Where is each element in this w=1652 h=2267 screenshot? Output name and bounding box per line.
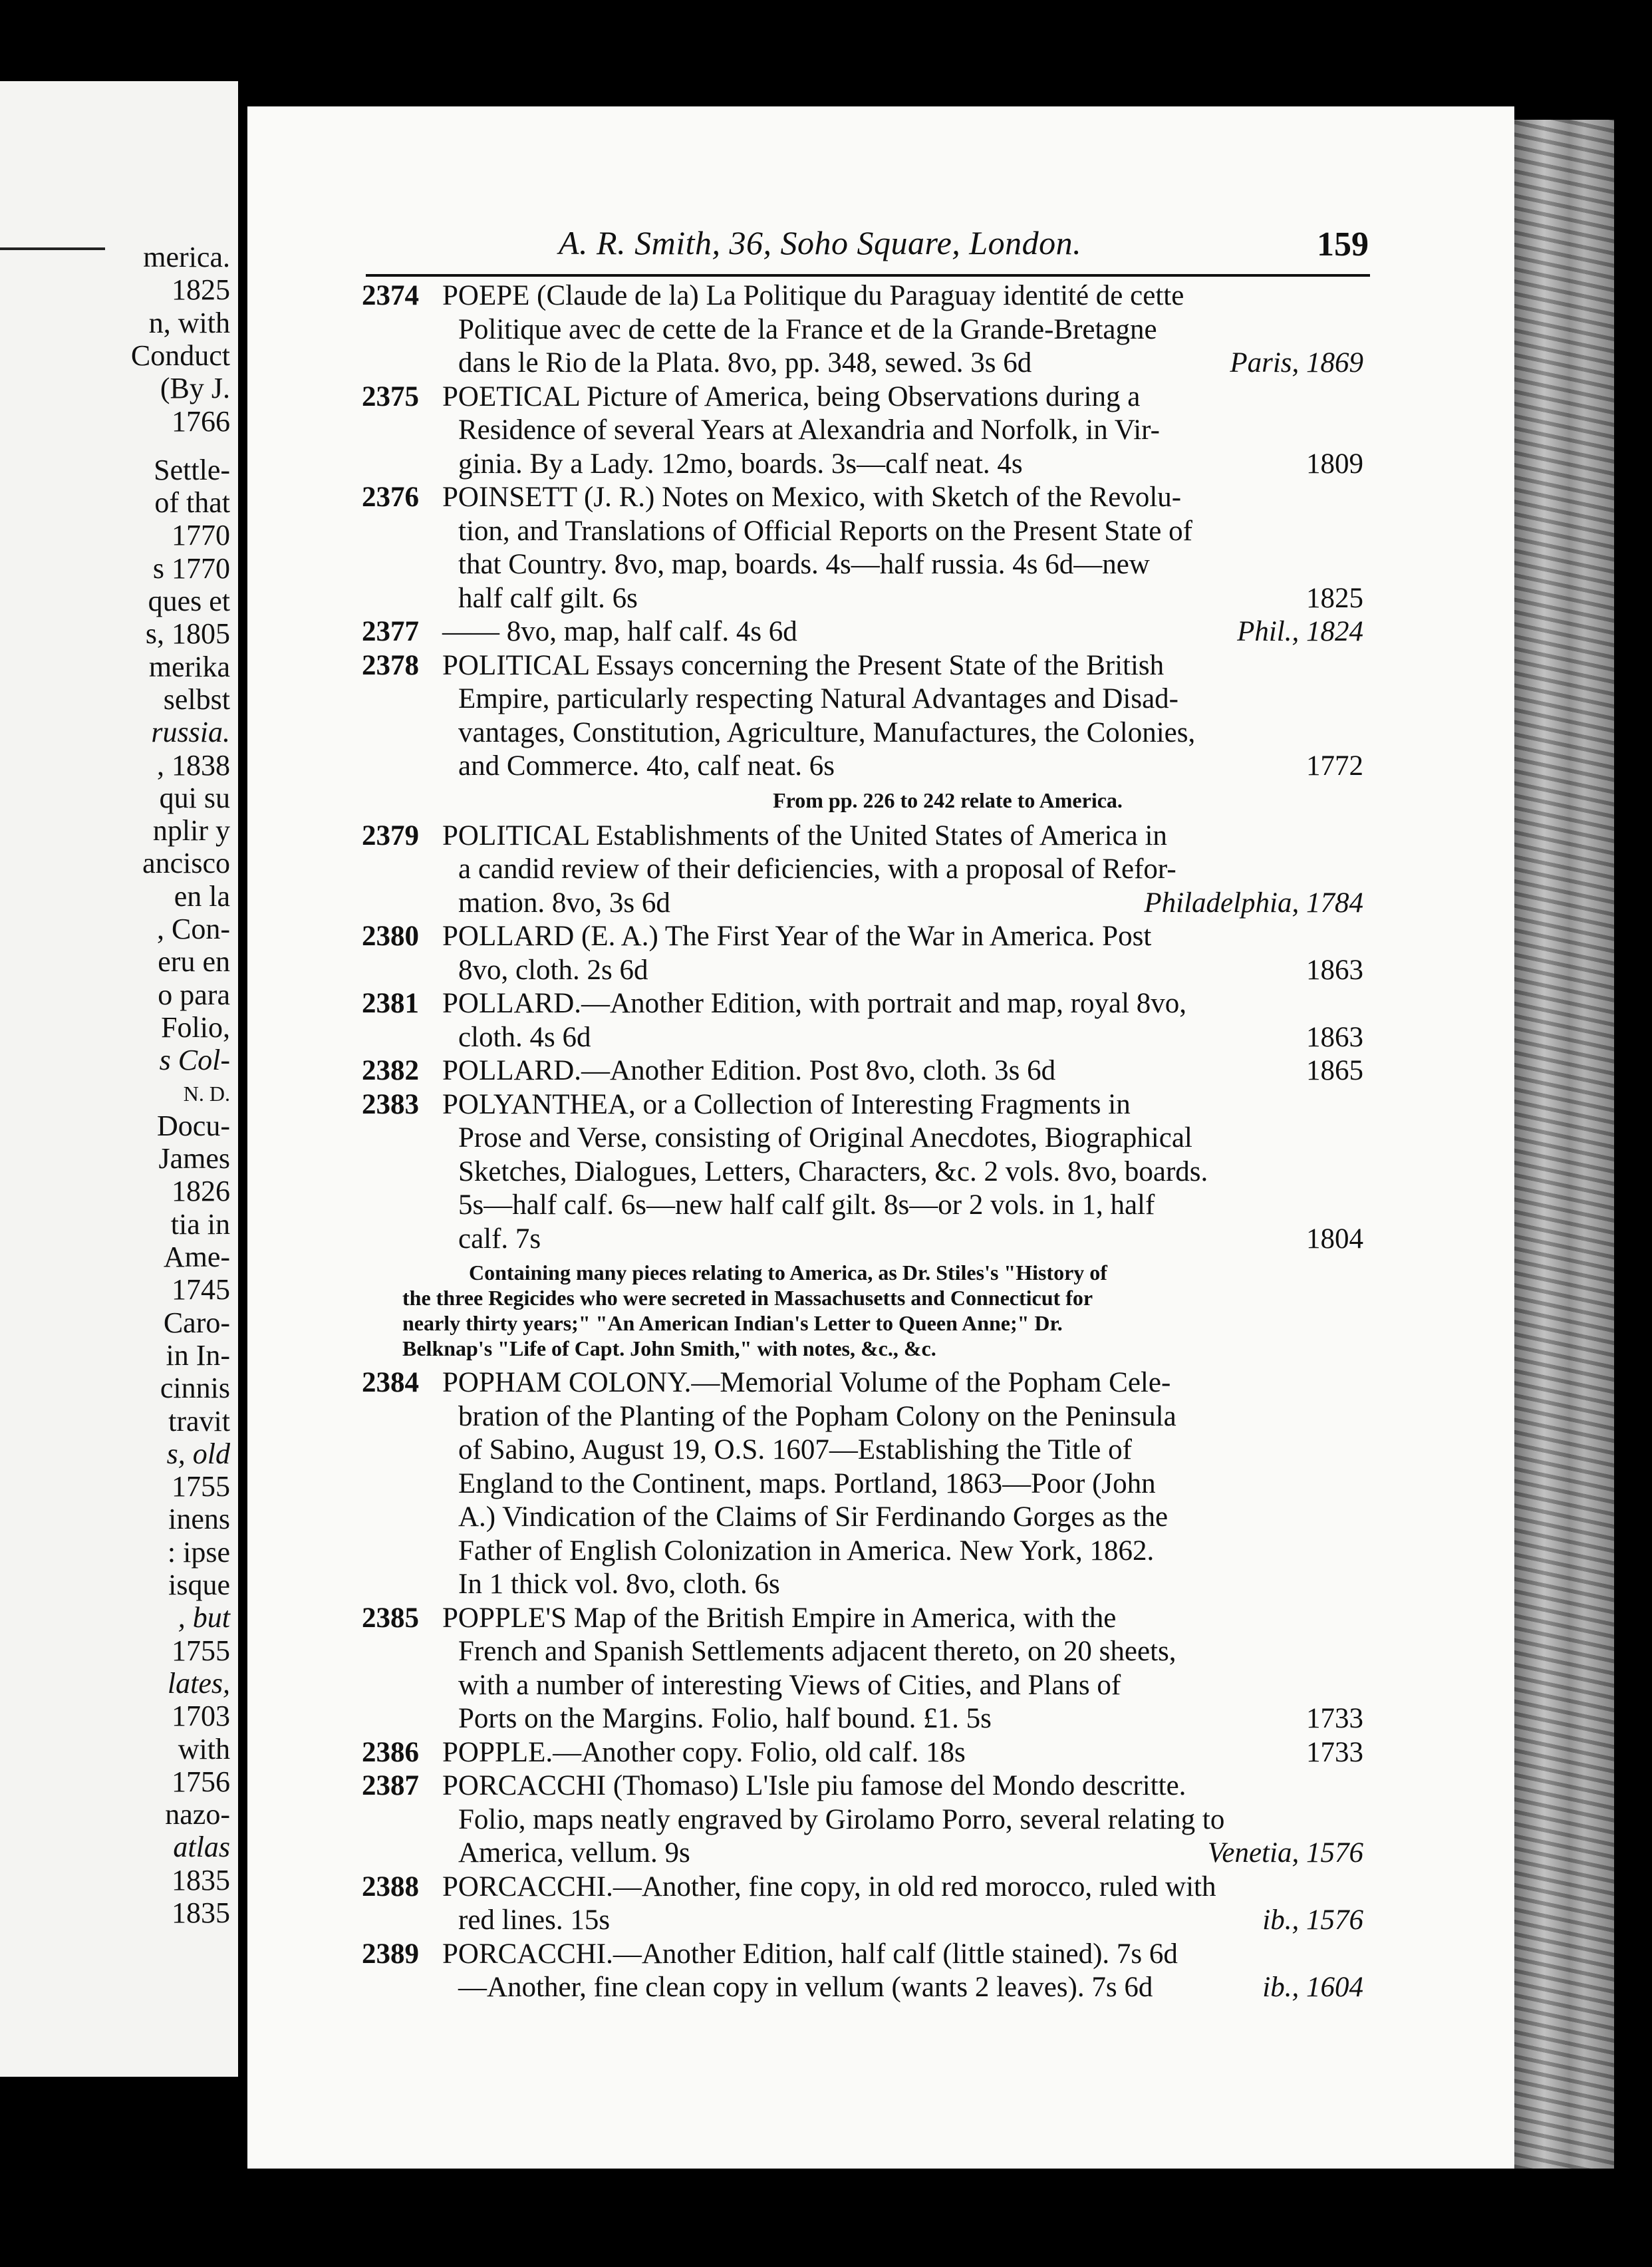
entry-line: [442, 380, 1363, 414]
entry-text: PORCACCHI.—Another, fine copy, in old red morocco, ruled with: [442, 1871, 1216, 1902]
adjacent-page-line: merica.: [143, 241, 230, 273]
entry-text: POPHAM COLONY.—Memorial Volume of the Popham Cele-: [442, 1367, 1171, 1398]
entry-text: POLITICAL Establishments of the United States of America in: [442, 820, 1167, 851]
entry-line: [442, 1088, 1363, 1122]
entry-number: 2383: [362, 1088, 419, 1120]
catalogue-entry: [346, 615, 1363, 649]
catalogue-entry: [346, 649, 1363, 813]
adjacent-page-line: Conduct: [130, 339, 230, 372]
entry-number: 2376: [362, 482, 419, 513]
adjacent-page-line: s, 1805: [145, 617, 230, 651]
entry-text: bration of the Planting of the Popham Colony on the Peninsula: [458, 1400, 1176, 1432]
adjacent-page-line: ques et: [148, 585, 230, 617]
catalogue-entry: [346, 920, 1363, 987]
entry-number: 2386: [362, 1736, 419, 1768]
entry-text: PORCACCHI.—Another Edition, half calf (little stained). 7s 6d: [442, 1938, 1178, 1970]
entry-line: [442, 853, 1363, 887]
adjacent-page-line: James: [158, 1142, 230, 1175]
entry-line: [442, 1223, 1363, 1257]
entry-text: mation. 8vo, 3s 6d: [458, 887, 670, 919]
entry-line: [442, 1635, 1363, 1669]
catalogue-entry: [346, 1366, 1363, 1602]
entry-line: [442, 1871, 1363, 1904]
entry-text: POLLARD.—Another Edition. Post 8vo, cloth. 3s 6d: [442, 1055, 1056, 1086]
entry-text: POLLARD (E. A.) The First Year of the War in America. Post: [442, 921, 1152, 952]
entry-number: 2380: [362, 921, 419, 952]
entry-imprint: Phil., 1824: [1237, 616, 1363, 647]
entry-line: [442, 649, 1363, 683]
entry-number: 2385: [362, 1602, 419, 1634]
entry-line: [442, 820, 1363, 853]
entry-text: with a number of interesting Views of Cities, and Plans of: [458, 1669, 1121, 1701]
adjacent-page-line: s Col-: [159, 1044, 230, 1077]
adjacent-page-line: in In-: [166, 1338, 230, 1372]
entry-line: [442, 481, 1363, 515]
catalogue-entry: [346, 820, 1363, 921]
adjacent-page-line: 1770: [172, 519, 230, 552]
entry-line: [442, 1904, 1363, 1938]
adjacent-page-line: 1745: [172, 1273, 230, 1306]
entry-line: [442, 1501, 1363, 1535]
adjacent-page-line: 1703: [172, 1700, 230, 1733]
adjacent-page-line: 1755: [172, 1634, 230, 1667]
adjacent-page-line: merika: [148, 650, 230, 683]
catalogue-entry: [346, 1088, 1363, 1362]
catalogue-entry: [346, 1938, 1363, 2005]
entry-text: ginia. By a Lady. 12mo, boards. 3s—calf neat. 4s: [458, 448, 1023, 480]
entry-text: dans le Rio de la Plata. 8vo, pp. 348, sewed. 3s 6d: [458, 347, 1032, 378]
catalogue-entry: [346, 279, 1363, 380]
entry-text: Residence of several Years at Alexandria and Norfolk, in Vir-: [458, 414, 1160, 446]
catalogue-entry: [346, 1054, 1363, 1088]
entry-number: 2374: [362, 280, 419, 311]
entry-text: Folio, maps neatly engraved by Girolamo Porro, several relating to: [458, 1803, 1225, 1835]
header-rule: [366, 274, 1370, 277]
entry-text: a candid review of their deficiencies, with a proposal of Refor-: [458, 853, 1176, 885]
adjacent-page-line: o para: [158, 978, 230, 1011]
entry-text: 5s—half calf. 6s—new half calf gilt. 8s—or 2 vols. in 1, half: [458, 1189, 1155, 1221]
entry-line: [442, 448, 1363, 482]
entry-imprint: Paris, 1869: [1230, 347, 1363, 378]
adjacent-page-line: russia.: [151, 716, 230, 749]
page-number: 159: [1317, 226, 1369, 263]
entry-text: Prose and Verse, consisting of Original Anecdotes, Biographical: [458, 1122, 1192, 1153]
adjacent-page-line: , 1838: [157, 748, 230, 782]
entry-number: 2381: [362, 988, 419, 1019]
entry-note: [402, 1260, 1363, 1361]
catalogue-entry: [346, 1769, 1363, 1871]
entry-number: 2382: [362, 1055, 419, 1086]
entry-line: [442, 313, 1363, 347]
entry-text: A.) Vindication of the Claims of Sir Ferdinando Gorges as the: [458, 1501, 1169, 1533]
adjacent-page-line: ancisco: [142, 847, 230, 880]
catalogue-entry: [346, 987, 1363, 1054]
adjacent-page-line: with: [178, 1732, 230, 1765]
book-page-edges: [1514, 120, 1614, 2169]
entry-text: French and Spanish Settlements adjacent thereto, on 20 sheets,: [458, 1636, 1176, 1667]
adjacent-page-line: selbst: [163, 682, 230, 716]
entry-text: Ports on the Margins. Folio, half bound. £1. 5s: [458, 1703, 992, 1734]
adjacent-page-line: tia in: [170, 1207, 230, 1241]
adjacent-page-line: inens: [168, 1503, 230, 1536]
entry-line: [442, 1122, 1363, 1155]
entry-text: cloth. 4s 6d: [458, 1021, 591, 1053]
adjacent-page-rule: [0, 247, 105, 250]
entry-line: [442, 954, 1363, 988]
adjacent-page-line: nplir y: [152, 814, 230, 847]
entry-text: —— 8vo, map, half calf. 4s 6d: [442, 616, 797, 647]
adjacent-page-line: s, old: [166, 1437, 230, 1470]
entry-number: 2377: [362, 616, 419, 647]
adjacent-page-line: , but: [178, 1601, 230, 1634]
adjacent-page-fragment: [0, 81, 238, 2077]
entry-line: [442, 615, 1363, 649]
adjacent-page-line: Caro-: [163, 1306, 230, 1339]
entry-line: [442, 1434, 1363, 1467]
entry-text: POPPLE.—Another copy. Folio, old calf. 18s: [442, 1736, 966, 1768]
adjacent-page-line: 1826: [172, 1175, 230, 1208]
entry-line: [442, 582, 1363, 616]
entry-line: [442, 1971, 1363, 2005]
entry-imprint: 1733: [1306, 1703, 1363, 1734]
adjacent-page-line: s 1770: [152, 551, 230, 585]
adjacent-page-line: Ame-: [163, 1241, 230, 1273]
adjacent-page-line: Docu-: [157, 1109, 230, 1142]
entry-text: POPPLE'S Map of the British Empire in America, with the: [442, 1602, 1117, 1634]
entry-line: [442, 1736, 1363, 1770]
adjacent-page-line: isque: [168, 1569, 230, 1601]
entry-text: POLLARD.—Another Edition, with portrait and map, royal 8vo,: [442, 988, 1187, 1019]
entry-imprint: 1863: [1306, 1021, 1363, 1053]
entry-note-line: Belknap's "Life of Capt. John Smith," with notes, &c., &c.: [402, 1336, 936, 1360]
entry-line: [442, 1702, 1363, 1736]
entry-imprint: 1809: [1306, 448, 1363, 480]
entry-text: tion, and Translations of Official Reports on the Present State of: [458, 515, 1192, 547]
adjacent-page-line: 1825: [172, 273, 230, 307]
adjacent-page-line: qui su: [159, 781, 230, 814]
entry-text: England to the Continent, maps. Portland, 1863—Poor (John: [458, 1467, 1156, 1499]
entry-line: [442, 347, 1363, 380]
entry-text: POEPE (Claude de la) La Politique du Paraguay identité de cette: [442, 280, 1184, 311]
catalogue-entries: [346, 279, 1363, 2005]
entry-line: [442, 1054, 1363, 1088]
entry-line: [442, 750, 1363, 784]
adjacent-page-line: 1835: [172, 1896, 230, 1929]
entry-text: POLYANTHEA, or a Collection of Interesting Fragments in: [442, 1088, 1131, 1120]
entry-line: [442, 515, 1363, 549]
entry-text: half calf gilt. 6s: [458, 582, 638, 614]
entry-number: 2378: [362, 649, 419, 681]
entry-imprint: ib., 1604: [1262, 1972, 1363, 2003]
entry-number: 2389: [362, 1938, 419, 1970]
entry-imprint: 1825: [1306, 582, 1363, 614]
entry-imprint: 1804: [1306, 1223, 1363, 1255]
adjacent-page-line: lates,: [167, 1666, 230, 1700]
entry-imprint: Venetia, 1576: [1207, 1837, 1363, 1869]
entry-text: red lines. 15s: [458, 1904, 611, 1936]
entry-line: [442, 716, 1363, 750]
adjacent-page-line: 1766: [172, 404, 230, 438]
running-head: A. R. Smith, 36, Soho Square, London.: [559, 224, 1082, 261]
entry-note-line: Containing many pieces relating to America, as Dr. Stiles's "History of: [469, 1261, 1107, 1285]
entry-line: [442, 987, 1363, 1021]
entry-line: [442, 1467, 1363, 1501]
adjacent-page-line: 1835: [172, 1863, 230, 1896]
catalogue-entry: [346, 481, 1363, 615]
entry-line: [442, 548, 1363, 582]
entry-imprint: 1733: [1306, 1736, 1363, 1768]
entry-line: [442, 1189, 1363, 1223]
entry-text: vantages, Constitution, Agriculture, Manufactures, the Colonies,: [458, 716, 1196, 748]
catalogue-entry: [346, 380, 1363, 482]
adjacent-page-line: Settle-: [154, 453, 230, 486]
adjacent-page-line: N. D.: [183, 1081, 230, 1106]
entry-line: [442, 1155, 1363, 1189]
entry-note-line: the three Regicides who were secreted in Massachusetts and Connecticut for: [402, 1286, 1093, 1310]
adjacent-page-line: 1756: [172, 1765, 230, 1798]
entry-number: 2387: [362, 1770, 419, 1801]
entry-line: [442, 1803, 1363, 1837]
entry-text: Father of English Colonization in America. New York, 1862.: [458, 1535, 1155, 1567]
catalogue-entry: [346, 1602, 1363, 1736]
adjacent-page-line: (By J.: [160, 372, 230, 405]
entry-text: POINSETT (J. R.) Notes on Mexico, with Sketch of the Revolu-: [442, 482, 1182, 513]
entry-line: [442, 1366, 1363, 1400]
entry-line: [442, 920, 1363, 954]
adjacent-page-line: atlas: [173, 1831, 230, 1864]
entry-text: —Another, fine clean copy in vellum (wants 2 leaves). 7s 6d: [458, 1972, 1153, 2003]
adjacent-page-line: eru en: [158, 945, 230, 979]
entry-number: 2388: [362, 1871, 419, 1902]
entry-number: 2384: [362, 1367, 419, 1398]
adjacent-page-line: Folio,: [161, 1010, 230, 1044]
entry-imprint: 1863: [1306, 954, 1363, 986]
entry-text: Politique avec de cette de la France et de la Grande-Bretagne: [458, 313, 1157, 345]
entry-line: [442, 1568, 1363, 1602]
entry-imprint: 1772: [1306, 750, 1363, 782]
entry-text: and Commerce. 4to, calf neat. 6s: [458, 750, 835, 782]
adjacent-page-line: cinnis: [160, 1372, 230, 1405]
catalogue-entry: [346, 1736, 1363, 1770]
adjacent-page-line: nazo-: [165, 1798, 230, 1831]
entry-line: [442, 682, 1363, 716]
entry-text: 8vo, cloth. 2s 6d: [458, 954, 648, 986]
entry-number: 2379: [362, 820, 419, 851]
entry-text: America, vellum. 9s: [458, 1837, 690, 1869]
entry-text: POLITICAL Essays concerning the Present State of the British: [442, 649, 1165, 681]
entry-line: [442, 414, 1363, 448]
entry-note: From pp. 226 to 242 relate to America.: [773, 788, 1123, 812]
entry-number: 2375: [362, 380, 419, 412]
entry-text: calf. 7s: [458, 1223, 541, 1255]
entry-line: [442, 1021, 1363, 1055]
adjacent-page-line: travit: [168, 1404, 230, 1437]
entry-line: [442, 1400, 1363, 1434]
entry-line: [442, 1938, 1363, 1972]
entry-line: [442, 1602, 1363, 1636]
entry-line: [442, 279, 1363, 313]
entry-line: [442, 1669, 1363, 1703]
entry-imprint: 1865: [1306, 1055, 1363, 1086]
adjacent-page-line: n, with: [148, 306, 230, 339]
entry-text: Empire, particularly respecting Natural Advantages and Disad-: [458, 683, 1178, 714]
entry-line: [442, 1769, 1363, 1803]
entry-text: of Sabino, August 19, O.S. 1607—Establishing the Title of: [458, 1434, 1132, 1465]
entry-line: [442, 1535, 1363, 1569]
entry-text: In 1 thick vol. 8vo, cloth. 6s: [458, 1569, 780, 1600]
entry-imprint: Philadelphia, 1784: [1144, 887, 1363, 919]
entry-imprint: ib., 1576: [1262, 1904, 1363, 1936]
entry-text: that Country. 8vo, map, boards. 4s—half russia. 4s 6d—new: [458, 549, 1150, 580]
entry-text: PORCACCHI (Thomaso) L'Isle piu famose del Mondo descritte.: [442, 1770, 1186, 1801]
entry-text: Sketches, Dialogues, Letters, Characters, &c. 2 vols. 8vo, boards.: [458, 1155, 1208, 1187]
adjacent-page-line: of that: [154, 486, 230, 520]
entry-line: [442, 887, 1363, 921]
entry-note-line: nearly thirty years;" "An American Indian's Letter to Queen Anne;" Dr.: [402, 1311, 1063, 1335]
catalogue-entry: [346, 1871, 1363, 1938]
entry-text: POETICAL Picture of America, being Observations during a: [442, 380, 1141, 412]
entry-line: [442, 1837, 1363, 1871]
adjacent-page-line: : ipse: [167, 1535, 230, 1569]
adjacent-page-line: en la: [174, 879, 230, 913]
adjacent-page-line: 1755: [172, 1470, 230, 1503]
adjacent-page-line: , Con-: [157, 913, 230, 945]
